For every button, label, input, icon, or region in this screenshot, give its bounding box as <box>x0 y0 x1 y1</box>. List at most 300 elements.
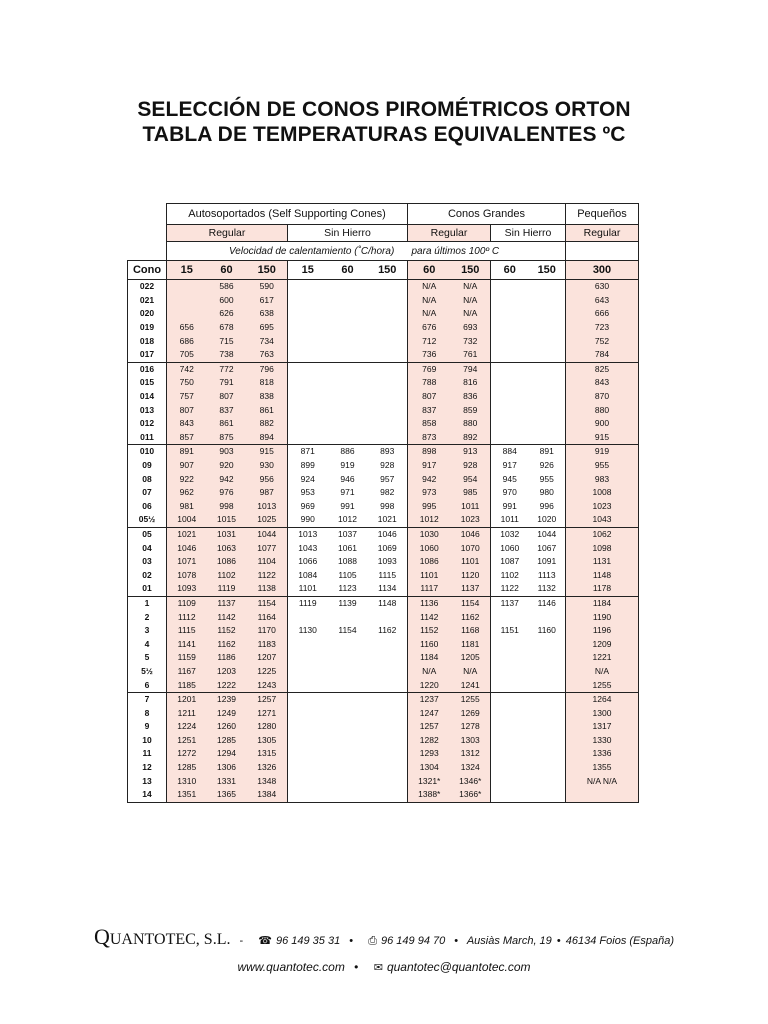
temperature-cell: 1131 <box>566 555 639 569</box>
temperature-cell: 1315 <box>247 747 288 761</box>
temperature-cell: 1102 <box>500 569 519 580</box>
temperature-cell: 1134 <box>368 582 408 596</box>
temperature-cell: 1086 <box>207 555 247 569</box>
temperature-cell: 1162 <box>368 624 408 638</box>
temperature-cell: 1164 <box>247 610 288 624</box>
cone-number: 5 <box>128 651 167 665</box>
temperature-cell <box>368 747 408 761</box>
temperature-cell <box>328 307 368 321</box>
temperature-cell <box>368 294 408 308</box>
temperature-cell: 723 <box>566 321 639 335</box>
temperature-cell: 857 <box>167 431 207 445</box>
temperature-cell: 590 <box>247 280 288 294</box>
temperature-cell: 1207 <box>247 651 288 665</box>
table-row <box>128 513 639 527</box>
temperature-cell <box>328 431 368 445</box>
temperature-cell <box>491 280 529 294</box>
table-row <box>128 610 639 624</box>
temperature-cell: 678 <box>207 321 247 335</box>
temperature-cell: 954 <box>451 472 491 486</box>
temperature-cell: 981 <box>167 500 207 514</box>
temperature-cell: 1152 <box>408 624 451 638</box>
cone-number: 08 <box>128 472 167 486</box>
temperature-cell <box>328 376 368 390</box>
temperature-cell <box>529 417 566 431</box>
cone-number: 10 <box>128 734 167 748</box>
temperature-cell: 1224 <box>167 720 207 734</box>
temperature-cell: 736 <box>408 348 451 362</box>
temperature-cell: 1146 <box>529 596 566 610</box>
temperature-cell: 1117 <box>408 582 451 596</box>
temperature-cell <box>167 280 207 294</box>
temperature-cell: 858 <box>408 417 451 431</box>
temperature-cell: 807 <box>167 403 207 417</box>
temperature-cell: 1013 <box>288 527 328 541</box>
temperature-cell: 1141 <box>167 637 207 651</box>
temperature-cell <box>491 417 529 431</box>
temperature-cell <box>368 678 408 692</box>
temperature-cell: 656 <box>167 321 207 335</box>
temperature-cell: 1120 <box>451 568 491 582</box>
temperature-cell: 1151 <box>500 625 519 636</box>
temperature-cell: 1365 <box>207 788 247 802</box>
temperature-cell <box>529 334 566 348</box>
temperature-cell: 987 <box>247 486 288 500</box>
temperature-cell: 1285 <box>207 734 247 748</box>
table-row <box>128 486 639 500</box>
table-row <box>128 403 639 417</box>
cone-number: 021 <box>128 294 167 308</box>
temperature-cell: 1183 <box>247 637 288 651</box>
temperature-cell: 1264 <box>566 692 639 706</box>
table-row <box>128 280 639 294</box>
temperature-cell: 837 <box>408 403 451 417</box>
temperature-cell: 1241 <box>451 678 491 692</box>
temperature-cell: 752 <box>566 334 639 348</box>
group-small-cones: Pequeños <box>566 204 639 225</box>
temperature-cell: 1137 <box>491 596 529 610</box>
temperature-cell: 1190 <box>566 610 639 624</box>
temperature-cell <box>529 610 566 624</box>
temperature-cell <box>491 610 529 624</box>
temperature-cell <box>328 610 368 624</box>
temperature-cell <box>328 362 368 376</box>
temperature-cell: 1247 <box>408 706 451 720</box>
temperature-cell <box>491 651 529 665</box>
cone-number: 5½ <box>128 665 167 679</box>
temperature-cell <box>491 734 529 748</box>
temperature-cell <box>368 307 408 321</box>
temperature-cell: 1303 <box>451 734 491 748</box>
temperature-cell: 1113 <box>529 568 566 582</box>
cone-number: 014 <box>128 390 167 404</box>
temperature-cell <box>328 706 368 720</box>
cone-number: 017 <box>128 348 167 362</box>
cone-number: 011 <box>128 431 167 445</box>
temperature-cell: 892 <box>451 431 491 445</box>
temperature-cell: 1046 <box>368 527 408 541</box>
cone-number: 11 <box>128 747 167 761</box>
address: Ausiàs March, 19 <box>466 935 552 947</box>
cone-number: 018 <box>128 334 167 348</box>
cone-number: 01 <box>128 582 167 596</box>
temperature-cell: 1300 <box>566 706 639 720</box>
temperature-cell: 1306 <box>207 761 247 775</box>
temperature-cell: 1123 <box>338 583 357 594</box>
temperature-cell <box>368 774 408 788</box>
temperature-cell <box>368 720 408 734</box>
temperature-cell: 922 <box>167 472 207 486</box>
temperature-cell: 1282 <box>408 734 451 748</box>
temperature-cell <box>288 774 328 788</box>
subgroup-self-sin-hierro: Sin Hierro <box>288 225 408 242</box>
temperature-cell: 1104 <box>247 555 288 569</box>
temperature-cell: 945 <box>502 473 517 484</box>
temperature-cell <box>288 431 328 445</box>
temperature-cell: 969 <box>300 500 315 511</box>
temperature-cell: 1260 <box>207 720 247 734</box>
temperature-cell <box>529 734 566 748</box>
temperature-cell: 705 <box>167 348 207 362</box>
temperature-cell <box>491 678 529 692</box>
footer-contact-line <box>0 924 768 950</box>
temperature-cell: 926 <box>529 459 566 473</box>
table-row <box>128 541 639 555</box>
temperature-cell: 1087 <box>500 556 520 567</box>
temperature-cell: 715 <box>207 334 247 348</box>
temperature-cell: 1032 <box>491 527 529 541</box>
temperature-cell: 617 <box>247 294 288 308</box>
temperature-cell <box>328 734 368 748</box>
temperature-cell: 1278 <box>451 720 491 734</box>
cone-temperature-table <box>127 203 639 803</box>
temperature-cell <box>288 390 328 404</box>
temperature-cell: 1101 <box>298 583 317 594</box>
temperature-cell: 1044 <box>529 527 566 541</box>
temperature-cell: 1384 <box>247 788 288 802</box>
cone-number: 015 <box>128 376 167 390</box>
temperature-cell <box>288 307 328 321</box>
temperature-cell: 1069 <box>368 541 408 555</box>
temperature-cell: 880 <box>566 403 639 417</box>
temperature-cell: N/A N/A <box>566 774 639 788</box>
temperature-cell <box>491 362 529 376</box>
temperature-cell: 1330 <box>566 734 639 748</box>
temperature-cell: 1012 <box>338 514 357 525</box>
temperature-cell: 1043 <box>298 542 318 553</box>
table-row <box>128 431 639 445</box>
temperature-cell: 1152 <box>207 624 247 638</box>
table-row <box>128 348 639 362</box>
temperature-cell: 1025 <box>247 513 288 527</box>
temperature-cell: 1148 <box>566 568 639 582</box>
temperature-cell: 693 <box>451 321 491 335</box>
cone-number: 020 <box>128 307 167 321</box>
temperature-cell: 956 <box>247 472 288 486</box>
temperature-cell: 1070 <box>451 541 491 555</box>
temperature-cell: 1326 <box>247 761 288 775</box>
temperature-cell: 676 <box>408 321 451 335</box>
city: 46134 Foios (España) <box>565 935 675 947</box>
temperature-cell: N/A <box>408 280 451 294</box>
temperature-cell <box>288 788 328 802</box>
temperature-cell <box>368 734 408 748</box>
rate-header: 150 <box>368 261 408 280</box>
bullet: • <box>354 960 359 974</box>
temperature-cell: 1119 <box>288 596 328 610</box>
table-row <box>128 376 639 390</box>
temperature-cell: 1293 <box>408 747 451 761</box>
cone-number: 016 <box>128 362 167 376</box>
temperature-cell: 1221 <box>566 651 639 665</box>
temperature-cell: 898 <box>408 445 451 459</box>
cone-number: 012 <box>128 417 167 431</box>
temperature-cell <box>288 665 328 679</box>
temperature-cell <box>328 774 368 788</box>
temperature-cell <box>529 692 566 706</box>
table-row <box>128 596 639 610</box>
email-link[interactable]: quantotec@quantotec.com <box>386 960 531 974</box>
temperature-cell: 1388* <box>408 788 451 802</box>
temperature-cell: 750 <box>167 376 207 390</box>
temperature-cell <box>566 788 639 802</box>
website-link[interactable]: www.quantotec.com <box>237 960 345 974</box>
temperature-cell: 1312 <box>451 747 491 761</box>
temperature-cell: 886 <box>328 445 368 459</box>
temperature-cell <box>491 376 529 390</box>
temperature-cell <box>529 665 566 679</box>
temperature-cell: 900 <box>566 417 639 431</box>
table-row <box>128 527 639 541</box>
temperature-cell <box>288 747 328 761</box>
temperature-cell: 1119 <box>207 582 247 596</box>
temperature-cell <box>491 348 529 362</box>
temperature-cell: 1355 <box>566 761 639 775</box>
temperature-cell: 971 <box>340 487 355 498</box>
table-row <box>128 747 639 761</box>
temperature-cell: 873 <box>408 431 451 445</box>
temperature-cell <box>491 307 529 321</box>
rate-header: 150 <box>451 261 491 280</box>
temperature-cell: 807 <box>207 390 247 404</box>
cone-number: 9 <box>128 720 167 734</box>
temperature-cell: 1162 <box>451 610 491 624</box>
temperature-cell <box>328 665 368 679</box>
temperature-cell <box>368 362 408 376</box>
temperature-cell <box>529 706 566 720</box>
temperature-cell: 957 <box>368 472 408 486</box>
temperature-cell: 1154 <box>247 596 288 610</box>
table-row <box>128 417 639 431</box>
temperature-cell <box>529 307 566 321</box>
temperature-cell: 1348 <box>247 774 288 788</box>
cone-number: 02 <box>128 568 167 582</box>
temperature-cell <box>288 362 328 376</box>
temperature-cell <box>288 678 328 692</box>
temperature-cell: 1115 <box>167 624 207 638</box>
temperature-cell: 953 <box>300 487 315 498</box>
temperature-cell <box>288 610 328 624</box>
temperature-cell: 1271 <box>247 706 288 720</box>
temperature-cell: 586 <box>207 280 247 294</box>
temperature-cell <box>288 376 328 390</box>
temperature-cell: 903 <box>207 445 247 459</box>
temperature-cell: N/A <box>566 665 639 679</box>
temperature-cell: 1317 <box>566 720 639 734</box>
temperature-cell <box>491 788 529 802</box>
temperature-cell: 1184 <box>566 596 639 610</box>
temperature-cell <box>288 720 328 734</box>
temperature-cell: N/A <box>408 665 451 679</box>
temperature-cell <box>368 376 408 390</box>
rate-header: 150 <box>529 261 566 280</box>
temperature-cell: 1257 <box>247 692 288 706</box>
temperature-cell: 1346* <box>451 774 491 788</box>
temperature-cell <box>328 348 368 362</box>
temperature-cell: 928 <box>368 459 408 473</box>
temperature-cell: 899 <box>300 460 315 471</box>
rate-header: 300 <box>566 261 639 280</box>
footer-web-line <box>0 960 768 974</box>
temperature-cell: 1181 <box>451 637 491 651</box>
email-icon: ✉ <box>373 962 383 974</box>
temperature-cell: 807 <box>408 390 451 404</box>
temperature-cell: 1203 <box>207 665 247 679</box>
temperature-cell: 1137 <box>451 582 491 596</box>
temperature-cell: 1088 <box>338 556 357 567</box>
temperature-cell: 976 <box>207 486 247 500</box>
temperature-cell: 1061 <box>338 542 357 553</box>
fax-icon: ⎙ <box>368 935 377 947</box>
table-row <box>128 582 639 596</box>
temperature-cell <box>529 431 566 445</box>
temperature-cell <box>491 334 529 348</box>
temperature-cell: 1115 <box>368 568 408 582</box>
temperature-cell: 837 <box>207 403 247 417</box>
cone-number: 1 <box>128 596 167 610</box>
temperature-cell: 893 <box>368 445 408 459</box>
fax-number: 96 149 94 70 <box>381 935 446 947</box>
temperature-cell: 991 <box>502 500 517 511</box>
temperature-cell: 917 <box>408 459 451 473</box>
temperature-cell: 962 <box>167 486 207 500</box>
cone-number: 6 <box>128 678 167 692</box>
temperature-cell <box>529 774 566 788</box>
temperature-cell <box>288 280 328 294</box>
temperature-cell: 928 <box>451 459 491 473</box>
table-row <box>128 678 639 692</box>
table-row <box>128 624 639 638</box>
temperature-cell <box>368 788 408 802</box>
temperature-cell <box>368 665 408 679</box>
rate-header: 60 <box>207 261 247 280</box>
temperature-cell <box>491 747 529 761</box>
table-row <box>128 500 639 514</box>
cone-number: 07 <box>128 486 167 500</box>
temperature-cell: 859 <box>451 403 491 417</box>
table-row <box>128 665 639 679</box>
temperature-cell: 998 <box>368 500 408 514</box>
bullet: • <box>349 935 354 947</box>
table-row <box>128 321 639 335</box>
table-row <box>128 307 639 321</box>
temperature-cell <box>288 706 328 720</box>
temperature-cell: 1109 <box>167 596 207 610</box>
cone-number: 04 <box>128 541 167 555</box>
temperature-cell: 843 <box>167 417 207 431</box>
temperature-cell: 946 <box>340 473 355 484</box>
temperature-cell <box>491 774 529 788</box>
temperature-cell: 734 <box>247 334 288 348</box>
temperature-cell <box>328 403 368 417</box>
temperature-cell: 884 <box>491 445 529 459</box>
temperature-cell: 686 <box>167 334 207 348</box>
temperature-cell <box>529 294 566 308</box>
temperature-cell: 1105 <box>338 569 357 580</box>
temperature-cell: 1220 <box>408 678 451 692</box>
temperature-cell: 919 <box>340 460 355 471</box>
temperature-cell: 1243 <box>247 678 288 692</box>
temperature-cell: 983 <box>566 472 639 486</box>
temperature-cell <box>529 362 566 376</box>
temperature-cell <box>288 348 328 362</box>
temperature-cell: 732 <box>451 334 491 348</box>
temperature-cell: 1031 <box>207 527 247 541</box>
phone-icon: ☎ <box>258 935 272 947</box>
temperature-cell <box>328 334 368 348</box>
temperature-cell <box>328 294 368 308</box>
temperature-cell <box>368 692 408 706</box>
temperature-cell: 1037 <box>328 527 368 541</box>
temperature-cell <box>491 706 529 720</box>
cone-number: 05½ <box>128 513 167 527</box>
temperature-cell: 666 <box>566 307 639 321</box>
temperature-cell: 1159 <box>167 651 207 665</box>
temperature-cell: 917 <box>502 460 517 471</box>
temperature-cell: 1211 <box>167 706 207 720</box>
temperature-cell <box>328 390 368 404</box>
temperature-cell: 915 <box>566 431 639 445</box>
temperature-cell: 1225 <box>247 665 288 679</box>
cone-number: 010 <box>128 445 167 459</box>
temperature-cell: 1084 <box>298 569 318 580</box>
temperature-cell <box>328 417 368 431</box>
temperature-cell: 870 <box>566 390 639 404</box>
temperature-cell: 1154 <box>451 596 491 610</box>
temperature-cell: 1012 <box>408 513 451 527</box>
temperature-cell <box>529 390 566 404</box>
table-row <box>128 637 639 651</box>
rate-header: 150 <box>247 261 288 280</box>
temperature-cell: 1023 <box>451 513 491 527</box>
temperature-cell: 955 <box>529 472 566 486</box>
temperature-cell: 1043 <box>566 513 639 527</box>
temperature-cell <box>368 706 408 720</box>
temperature-cell <box>368 403 408 417</box>
temperature-cell: 1112 <box>167 610 207 624</box>
temperature-cell: 1257 <box>408 720 451 734</box>
table-row <box>128 568 639 582</box>
temperature-cell: 861 <box>247 403 288 417</box>
temperature-cell <box>529 788 566 802</box>
table-row <box>128 555 639 569</box>
table-row <box>128 720 639 734</box>
temperature-cell <box>491 692 529 706</box>
temperature-cell: 1137 <box>207 596 247 610</box>
temperature-cell: 1066 <box>298 556 318 567</box>
temperature-cell: 1044 <box>247 527 288 541</box>
temperature-cell: 1184 <box>408 651 451 665</box>
